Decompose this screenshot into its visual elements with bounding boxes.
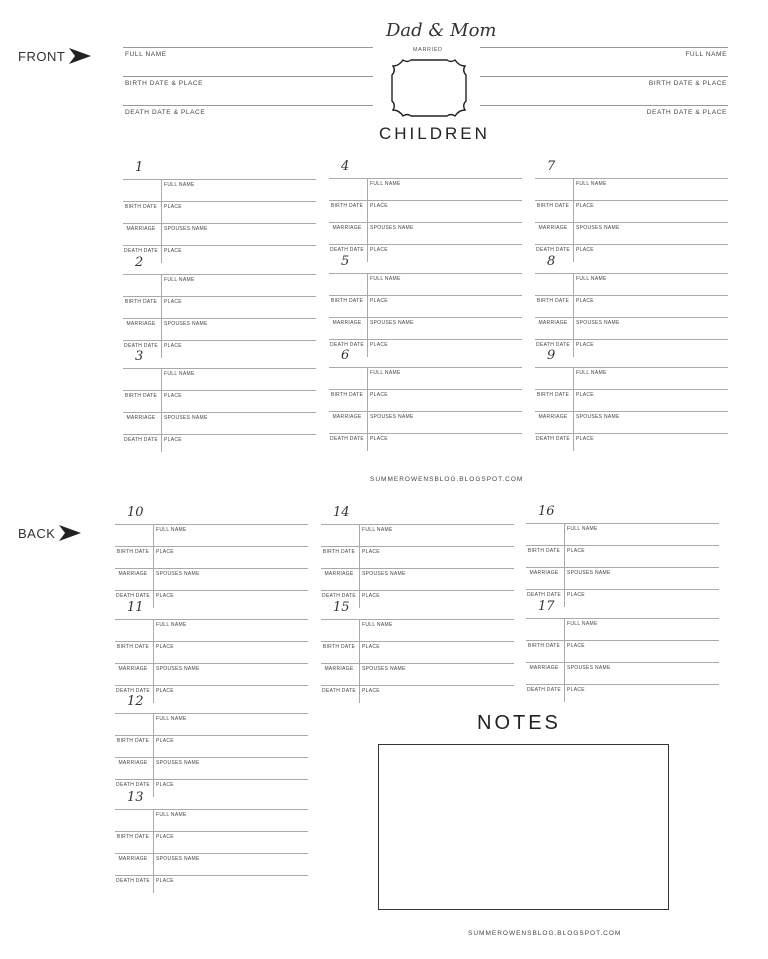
full-name-label: FULL NAME	[164, 277, 195, 283]
child-block-2	[123, 255, 316, 359]
marriage-label: MARRIAGE	[324, 571, 354, 577]
row-line	[535, 317, 728, 318]
death-date-label: DEATH DATE	[322, 593, 356, 599]
child-block-8	[535, 254, 728, 358]
row-line	[535, 433, 728, 434]
row-line	[526, 567, 719, 568]
full-name-label: FULL NAME	[164, 182, 195, 188]
row-line	[115, 831, 308, 832]
row-line	[526, 640, 719, 641]
marriage-label: MARRIAGE	[118, 856, 148, 862]
birth-date-label: BIRTH DATE	[330, 392, 364, 398]
full-name-label: FULL NAME	[156, 716, 187, 722]
row-line	[321, 524, 514, 525]
marriage-label: MARRIAGE	[332, 320, 362, 326]
column-divider	[161, 179, 162, 263]
birth-date-label: BIRTH DATE	[536, 203, 570, 209]
marriage-label: MARRIAGE	[538, 320, 568, 326]
child-number: 4	[341, 159, 350, 174]
column-divider	[573, 273, 574, 357]
row-line	[329, 244, 522, 245]
row-line	[321, 590, 514, 591]
row-line	[115, 685, 308, 686]
footer-back: SUMMEROWENSBLOG.BLOGSPOT.COM	[468, 930, 622, 937]
place-label: PLACE	[156, 738, 174, 744]
row-line	[123, 179, 316, 180]
death-date-label: DEATH DATE	[116, 782, 150, 788]
row-line	[535, 411, 728, 412]
child-number: 8	[547, 254, 556, 269]
child-number: 3	[135, 349, 144, 364]
column-divider	[359, 619, 360, 703]
full-name-label: FULL NAME	[362, 527, 393, 533]
death-date-label: DEATH DATE	[116, 688, 150, 694]
row-line	[115, 546, 308, 547]
place-label: PLACE	[576, 298, 594, 304]
column-divider	[161, 274, 162, 358]
death-date-label: DEATH DATE	[322, 688, 356, 694]
child-number: 7	[547, 159, 556, 174]
row-line	[115, 524, 308, 525]
birth-date-label: BIRTH DATE	[536, 298, 570, 304]
death-date-label: DEATH DATE	[536, 342, 570, 348]
row-line	[115, 779, 308, 780]
full-name-label: FULL NAME	[156, 622, 187, 628]
child-block-4	[329, 159, 522, 263]
place-label: PLACE	[156, 878, 174, 884]
child-block-1	[123, 160, 316, 264]
place-label: PLACE	[164, 299, 182, 305]
place-label: PLACE	[576, 342, 594, 348]
row-line	[115, 590, 308, 591]
place-label: PLACE	[576, 247, 594, 253]
child-block-9	[535, 348, 728, 452]
parent-right-full-name: FULL NAME	[685, 51, 727, 58]
married-label: MARRIED	[413, 47, 443, 53]
birth-date-label: BIRTH DATE	[322, 644, 356, 650]
row-line	[115, 757, 308, 758]
marriage-label: MARRIAGE	[332, 225, 362, 231]
row-line	[123, 340, 316, 341]
column-divider	[161, 368, 162, 452]
spouses-name-label: SPOUSES NAME	[362, 571, 406, 577]
row-line	[329, 222, 522, 223]
row-line	[115, 875, 308, 876]
marriage-label: MARRIAGE	[529, 570, 559, 576]
child-block-3	[115, 694, 308, 798]
birth-date-label: BIRTH DATE	[527, 643, 561, 649]
parent-left-line-3	[123, 105, 373, 106]
parent-right-line-1	[480, 47, 728, 48]
marriage-label: MARRIAGE	[332, 414, 362, 420]
child-number: 11	[127, 600, 144, 615]
row-line	[115, 809, 308, 810]
birth-date-label: BIRTH DATE	[322, 549, 356, 555]
birth-date-label: BIRTH DATE	[124, 204, 158, 210]
parent-left-line-1	[123, 47, 373, 48]
arrow-right-icon	[59, 524, 81, 542]
column-divider	[367, 178, 368, 262]
child-block-7	[535, 159, 728, 263]
back-label-text: BACK	[18, 525, 56, 541]
notes-title: NOTES	[477, 712, 561, 734]
parent-left-death: DEATH DATE & PLACE	[125, 109, 206, 116]
spouses-name-label: SPOUSES NAME	[156, 760, 200, 766]
place-label: PLACE	[370, 298, 388, 304]
row-line	[115, 568, 308, 569]
column-divider	[153, 619, 154, 703]
birth-date-label: BIRTH DATE	[330, 298, 364, 304]
child-block-8	[526, 599, 719, 703]
spouses-name-label: SPOUSES NAME	[156, 856, 200, 862]
child-number: 14	[333, 505, 350, 520]
notes-box[interactable]	[378, 744, 669, 910]
place-label: PLACE	[567, 687, 585, 693]
row-line	[115, 713, 308, 714]
child-number: 13	[127, 790, 144, 805]
marriage-label: MARRIAGE	[324, 666, 354, 672]
row-line	[123, 434, 316, 435]
row-line	[329, 317, 522, 318]
marriage-label: MARRIAGE	[538, 414, 568, 420]
parent-right-line-2	[480, 76, 728, 77]
place-label: PLACE	[576, 203, 594, 209]
spouses-name-label: SPOUSES NAME	[576, 225, 620, 231]
front-label	[18, 47, 91, 65]
death-date-label: DEATH DATE	[124, 343, 158, 349]
row-line	[329, 178, 522, 179]
parent-right-line-3	[480, 105, 728, 106]
parent-left-birth: BIRTH DATE & PLACE	[125, 80, 204, 87]
arrow-right-icon	[69, 47, 91, 65]
row-line	[321, 546, 514, 547]
death-date-label: DEATH DATE	[330, 436, 364, 442]
place-label: PLACE	[362, 688, 380, 694]
row-line	[115, 735, 308, 736]
column-divider	[573, 178, 574, 262]
birth-date-label: BIRTH DATE	[527, 548, 561, 554]
row-line	[321, 685, 514, 686]
row-line	[123, 368, 316, 369]
full-name-label: FULL NAME	[164, 371, 195, 377]
row-line	[123, 274, 316, 275]
place-label: PLACE	[567, 643, 585, 649]
row-line	[535, 200, 728, 201]
row-line	[535, 339, 728, 340]
full-name-label: FULL NAME	[576, 276, 607, 282]
place-label: PLACE	[362, 593, 380, 599]
row-line	[123, 223, 316, 224]
row-line	[329, 200, 522, 201]
full-name-label: FULL NAME	[576, 370, 607, 376]
place-label: PLACE	[370, 247, 388, 253]
full-name-label: FULL NAME	[567, 621, 598, 627]
row-line	[123, 201, 316, 202]
front-label-text: FRONT	[18, 48, 66, 64]
child-block-5	[321, 505, 514, 609]
row-line	[535, 273, 728, 274]
child-block-7	[526, 504, 719, 608]
row-line	[329, 389, 522, 390]
row-line	[329, 295, 522, 296]
children-title: CHILDREN	[379, 124, 490, 143]
parent-left-line-2	[123, 76, 373, 77]
place-label: PLACE	[362, 549, 380, 555]
birth-date-label: BIRTH DATE	[116, 738, 150, 744]
column-divider	[153, 809, 154, 893]
child-number: 16	[538, 504, 555, 519]
row-line	[321, 663, 514, 664]
row-line	[115, 619, 308, 620]
marriage-label: MARRIAGE	[529, 665, 559, 671]
row-line	[526, 684, 719, 685]
column-divider	[564, 523, 565, 607]
spouses-name-label: SPOUSES NAME	[567, 570, 611, 576]
death-date-label: DEATH DATE	[536, 247, 570, 253]
place-label: PLACE	[370, 436, 388, 442]
parents-title: Dad & Mom	[386, 20, 497, 41]
row-line	[329, 433, 522, 434]
spouses-name-label: SPOUSES NAME	[370, 414, 414, 420]
spouses-name-label: SPOUSES NAME	[156, 571, 200, 577]
place-label: PLACE	[156, 549, 174, 555]
row-line	[329, 339, 522, 340]
child-number: 10	[127, 505, 144, 520]
parent-right-birth: BIRTH DATE & PLACE	[648, 80, 727, 87]
spouses-name-label: SPOUSES NAME	[164, 415, 208, 421]
child-block-6	[321, 600, 514, 704]
place-label: PLACE	[362, 644, 380, 650]
place-label: PLACE	[370, 203, 388, 209]
full-name-label: FULL NAME	[362, 622, 393, 628]
row-line	[321, 641, 514, 642]
death-date-label: DEATH DATE	[330, 342, 364, 348]
death-date-label: DEATH DATE	[124, 437, 158, 443]
death-date-label: DEATH DATE	[330, 247, 364, 253]
place-label: PLACE	[156, 782, 174, 788]
birth-date-label: BIRTH DATE	[116, 549, 150, 555]
row-line	[123, 245, 316, 246]
death-date-label: DEATH DATE	[116, 878, 150, 884]
spouses-name-label: SPOUSES NAME	[164, 226, 208, 232]
birth-date-label: BIRTH DATE	[536, 392, 570, 398]
child-number: 17	[538, 599, 555, 614]
death-date-label: DEATH DATE	[116, 593, 150, 599]
spouses-name-label: SPOUSES NAME	[576, 414, 620, 420]
column-divider	[564, 618, 565, 702]
place-label: PLACE	[370, 342, 388, 348]
child-block-6	[329, 348, 522, 452]
row-line	[123, 390, 316, 391]
full-name-label: FULL NAME	[370, 181, 401, 187]
place-label: PLACE	[156, 688, 174, 694]
ornate-frame-icon	[389, 57, 469, 119]
death-date-label: DEATH DATE	[536, 436, 570, 442]
column-divider	[573, 367, 574, 451]
spouses-name-label: SPOUSES NAME	[370, 320, 414, 326]
place-label: PLACE	[370, 392, 388, 398]
place-label: PLACE	[576, 436, 594, 442]
place-label: PLACE	[164, 437, 182, 443]
row-line	[535, 178, 728, 179]
footer-front: SUMMEROWENSBLOG.BLOGSPOT.COM	[370, 476, 524, 483]
row-line	[535, 367, 728, 368]
place-label: PLACE	[156, 644, 174, 650]
row-line	[535, 222, 728, 223]
child-number: 9	[547, 348, 556, 363]
row-line	[526, 662, 719, 663]
child-block-4	[115, 790, 308, 894]
place-label: PLACE	[567, 548, 585, 554]
place-label: PLACE	[164, 248, 182, 254]
row-line	[321, 619, 514, 620]
place-label: PLACE	[164, 393, 182, 399]
full-name-label: FULL NAME	[567, 526, 598, 532]
death-date-label: DEATH DATE	[527, 687, 561, 693]
spouses-name-label: SPOUSES NAME	[362, 666, 406, 672]
child-block-1	[115, 505, 308, 609]
marriage-label: MARRIAGE	[118, 760, 148, 766]
full-name-label: FULL NAME	[576, 181, 607, 187]
child-number: 12	[127, 694, 144, 709]
birth-date-label: BIRTH DATE	[124, 393, 158, 399]
child-number: 5	[341, 254, 350, 269]
row-line	[329, 411, 522, 412]
full-name-label: FULL NAME	[370, 276, 401, 282]
death-date-label: DEATH DATE	[124, 248, 158, 254]
death-date-label: DEATH DATE	[527, 592, 561, 598]
child-number: 2	[135, 255, 144, 270]
place-label: PLACE	[164, 204, 182, 210]
child-number: 6	[341, 348, 350, 363]
row-line	[329, 367, 522, 368]
spouses-name-label: SPOUSES NAME	[370, 225, 414, 231]
row-line	[329, 273, 522, 274]
birth-date-label: BIRTH DATE	[116, 644, 150, 650]
column-divider	[367, 273, 368, 357]
marriage-label: MARRIAGE	[538, 225, 568, 231]
row-line	[526, 589, 719, 590]
back-label	[18, 524, 81, 542]
place-label: PLACE	[156, 593, 174, 599]
row-line	[321, 568, 514, 569]
row-line	[535, 295, 728, 296]
spouses-name-label: SPOUSES NAME	[156, 666, 200, 672]
birth-date-label: BIRTH DATE	[116, 834, 150, 840]
marriage-label: MARRIAGE	[126, 321, 156, 327]
parent-left-full-name: FULL NAME	[125, 51, 167, 58]
place-label: PLACE	[576, 392, 594, 398]
row-line	[535, 389, 728, 390]
birth-date-label: BIRTH DATE	[330, 203, 364, 209]
full-name-label: FULL NAME	[156, 527, 187, 533]
row-line	[123, 318, 316, 319]
row-line	[526, 618, 719, 619]
marriage-label: MARRIAGE	[126, 226, 156, 232]
row-line	[123, 412, 316, 413]
column-divider	[367, 367, 368, 451]
full-name-label: FULL NAME	[156, 812, 187, 818]
row-line	[115, 641, 308, 642]
marriage-label: MARRIAGE	[118, 571, 148, 577]
full-name-label: FULL NAME	[370, 370, 401, 376]
row-line	[526, 545, 719, 546]
parent-right-death: DEATH DATE & PLACE	[646, 109, 727, 116]
child-number: 1	[135, 160, 144, 175]
column-divider	[359, 524, 360, 608]
row-line	[115, 663, 308, 664]
place-label: PLACE	[567, 592, 585, 598]
column-divider	[153, 713, 154, 797]
marriage-label: MARRIAGE	[126, 415, 156, 421]
row-line	[535, 244, 728, 245]
child-block-5	[329, 254, 522, 358]
child-block-2	[115, 600, 308, 704]
birth-date-label: BIRTH DATE	[124, 299, 158, 305]
spouses-name-label: SPOUSES NAME	[576, 320, 620, 326]
marriage-label: MARRIAGE	[118, 666, 148, 672]
child-block-3	[123, 349, 316, 453]
child-number: 15	[333, 600, 350, 615]
row-line	[123, 296, 316, 297]
spouses-name-label: SPOUSES NAME	[567, 665, 611, 671]
place-label: PLACE	[156, 834, 174, 840]
place-label: PLACE	[164, 343, 182, 349]
row-line	[115, 853, 308, 854]
spouses-name-label: SPOUSES NAME	[164, 321, 208, 327]
row-line	[526, 523, 719, 524]
column-divider	[153, 524, 154, 608]
